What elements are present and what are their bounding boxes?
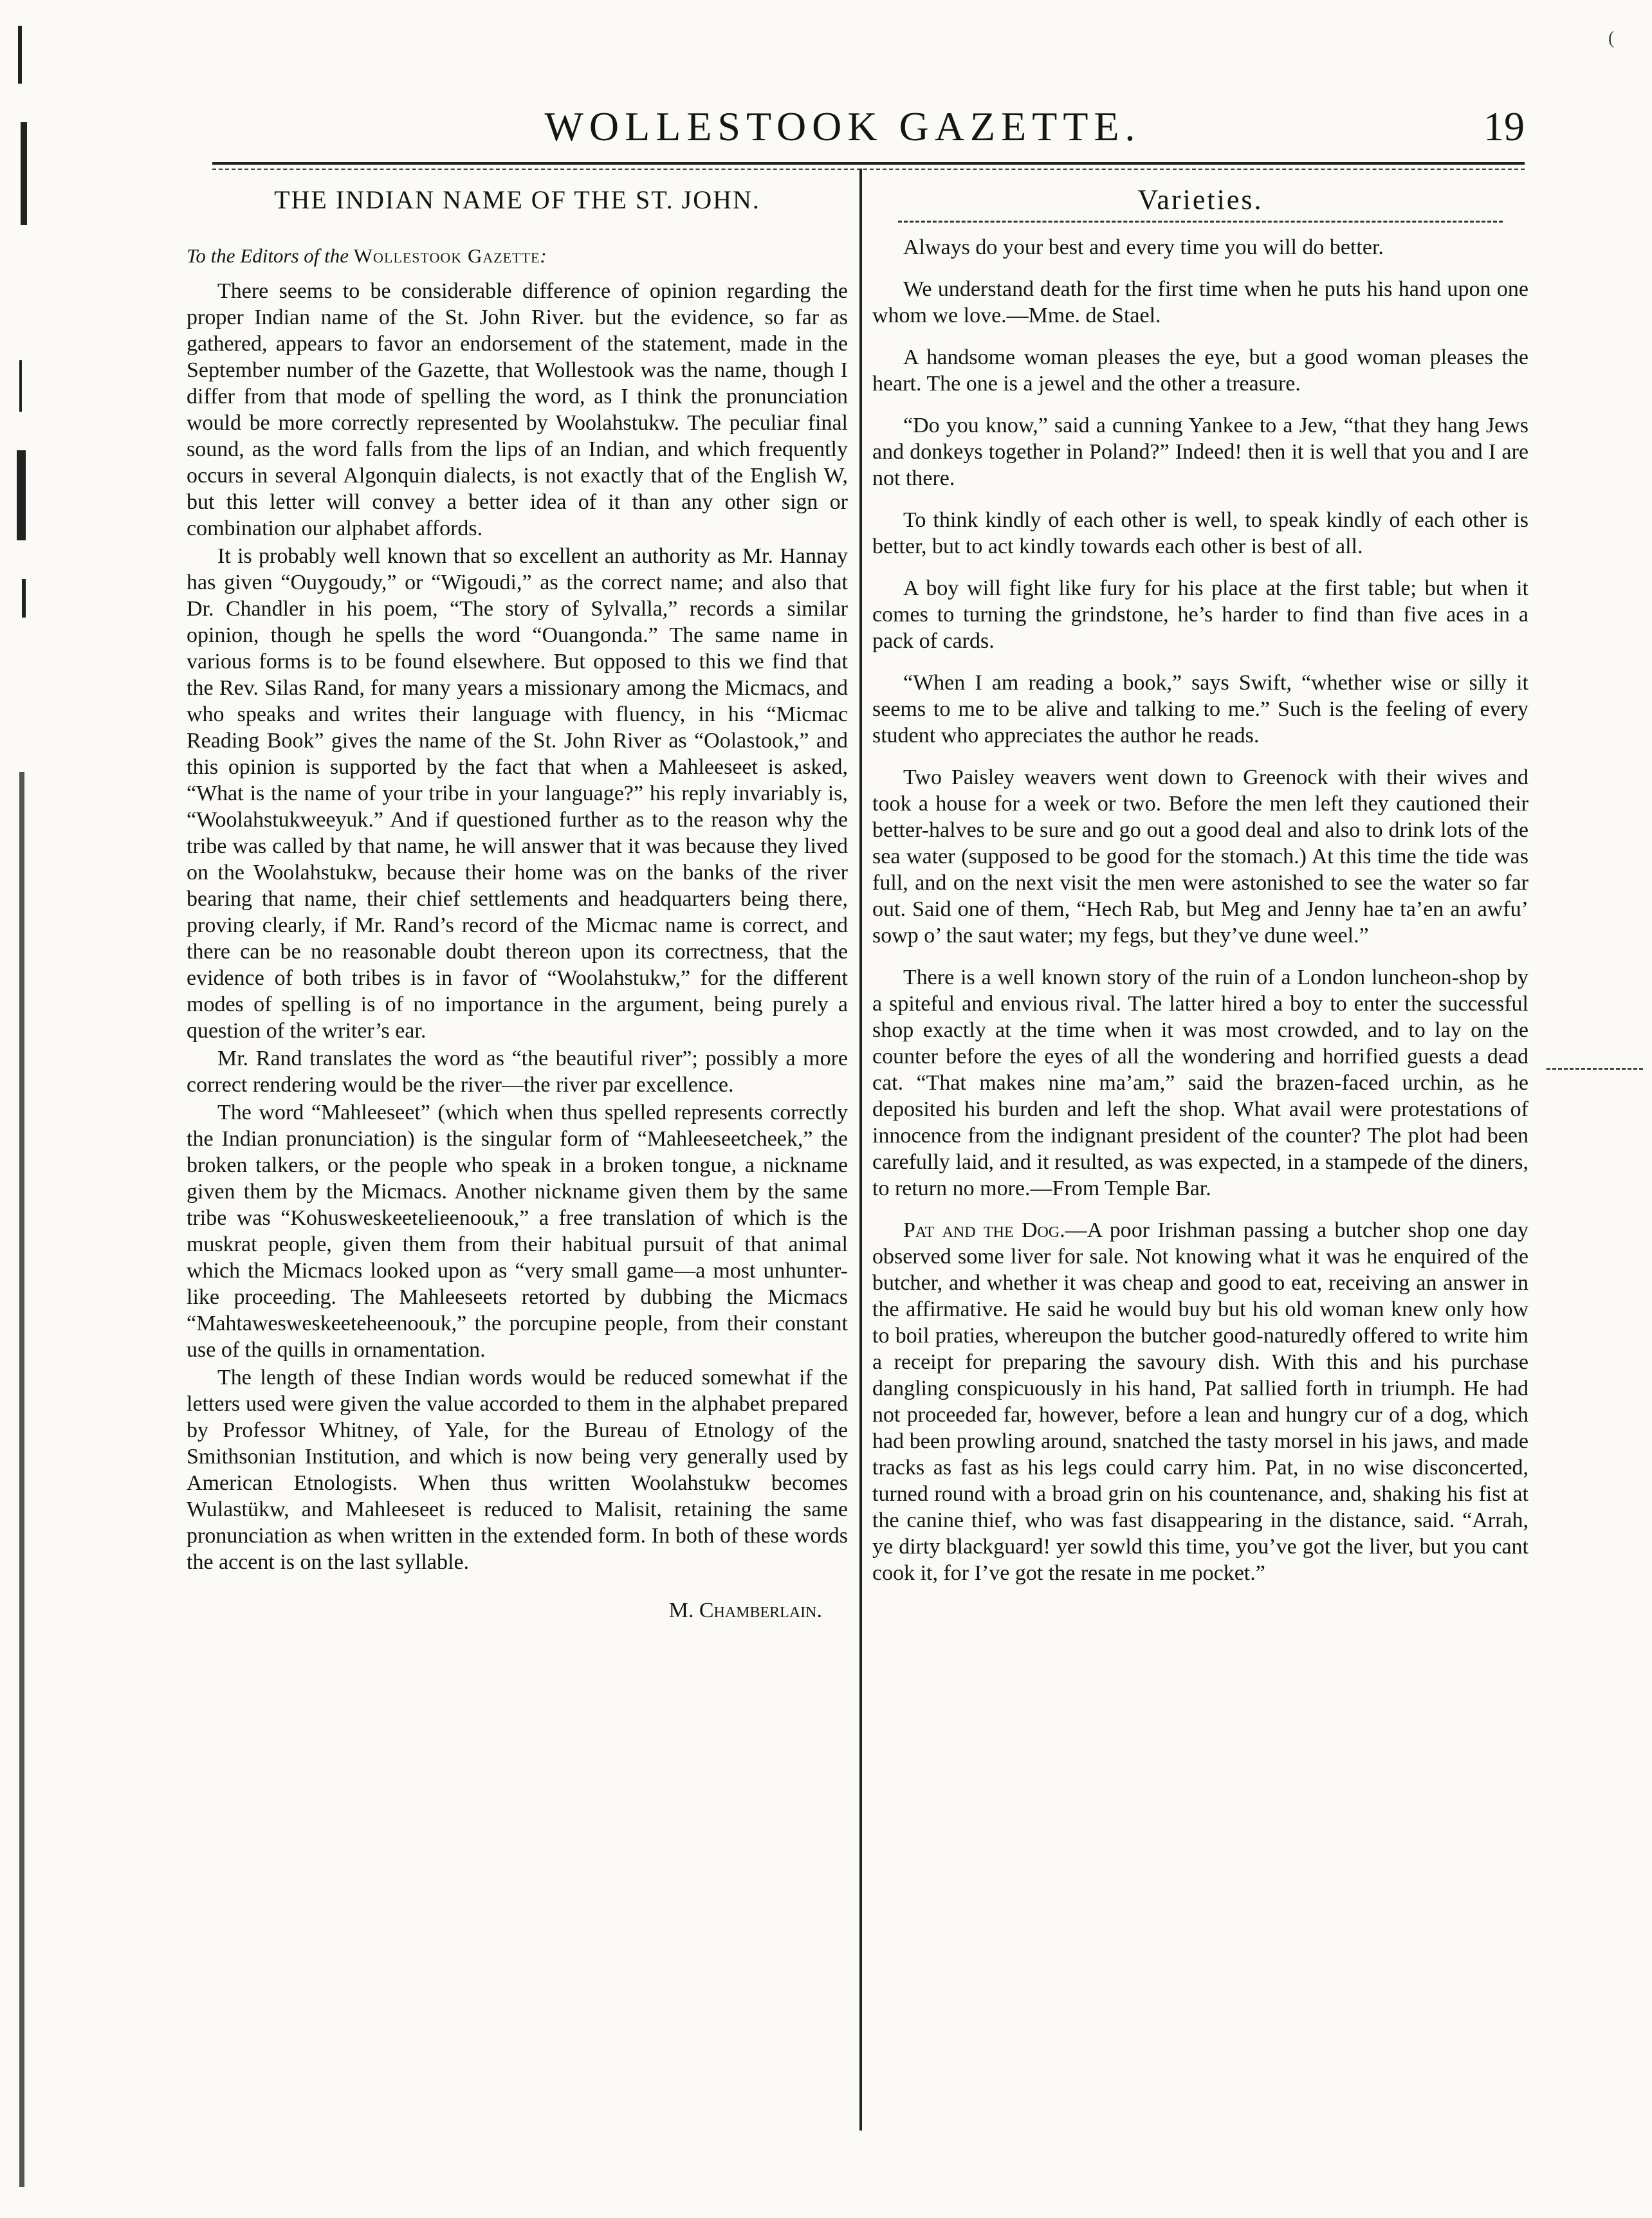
salutation-prefix: To the Editors of the <box>187 244 349 267</box>
varieties-title: Varieties. <box>1137 184 1263 215</box>
variety-item: A handsome woman pleases the eye, but a good woman pleases the heart. The one is a jewel and the other a treasure. <box>872 345 1528 396</box>
margin-mark: ( <box>1608 28 1615 48</box>
page-number: 19 <box>1483 104 1525 149</box>
publication-title: WOLLESTOOK GAZETTE. <box>544 104 1141 149</box>
article-paragraph: It is probably well known that so excellent an authority as Mr. Hannay has given “Ouygoudy,” or “Wigoudi,” as the correct name; and also that Dr. Chandler in his poem, “The story of Sylvalla,” records a similar opinion, though he spells the word “Ouangonda.” The same name in various forms is to be found elsewhere. But opposed to this we find that the Rev. Silas Rand, for many years a missionary among the Micmacs, and who speaks and writes their language with fluency, in his “Micmac Reading Book” gives the name of the St. John River as “Oolastook,” and this opinion is supported by the fact that when a Mahleeseet is asked, “What is the name of your tribe in your language?” his reply invariably is, “Woolahstukweeyuk.” And if questioned further as to the reason why the tribe was called by that name, he will answer that it was because they lived on the Woolahstukw, because their home was on the banks of the river bearing that name, their chief settlements and headquarters being there, proving clearly, if Mr. Rand’s record of the Micmac name is correct, and there can be no reasonable doubt thereon upon its correctness, that the evidence of both tribes is in favor of “Woolahstukw,” for the different modes of spelling is of no importance in the argument, being purely a question of the writer’s ear. <box>187 544 848 1043</box>
variety-item: Two Paisley weavers went down to Greenock with their wives and took a house for a week or two. Before the men left they cautioned their better-halves to be sure and go out a good deal and also to drink lots of the sea water (supposed to be good for the stomach.) At this time the tide was full, and on the next visit the men were astonished to see the water so far out. Said one of them, “Hech Rab, but Meg and Jenny hae ta’en an awfu’ sowp o’ the saut water; my fegs, but they’ve dune weel.” <box>872 765 1528 948</box>
article-title: THE INDIAN NAME OF THE ST. JOHN. <box>274 185 760 214</box>
article-paragraph: The length of these Indian words would be reduced somewhat if the letters used were given the value accorded to them in the alphabet prepared by Professor Whitney, of Yale, for the Bureau of Etnology of the Smithsonian Institution, and which is now being very generally used by American Etnologists. When thus written Woolahstukw becomes Wulastükw, and Mahleeseet is reduced to Malisit, retaining the same pronunciation as when written in the extended form. In both of these words the accent is on the last syllable. <box>187 1366 848 1574</box>
salutation <box>187 243 848 269</box>
column-divider <box>859 169 862 2131</box>
article-paragraph: There seems to be considerable difference of opinion regarding the proper Indian name of the St. John River. but the evidence, so far as gathered, appears to favor an endorsement of the statement, made in the September number of the Gazette, that Wollestook was the name, though I differ from that mode of spelling the word, as I think the pronunciation would be more correctly represented by Woolahstukw. The peculiar final sound, as the word falls from the lips of an Indian, and which frequently occurs in several Algonquin dialects, is not exactly that of the English W, but this letter will convey a better idea of it than any other sign or combination our alphabet affords. <box>187 279 848 540</box>
variety-item: A boy will fight like fury for his place at the first table; but when it comes to turning the grindstone, he’s harder to find than five aces in a pack of cards. <box>872 576 1528 653</box>
header-rule <box>212 162 1525 165</box>
salutation-paper: Wollestook Gazette <box>353 244 540 267</box>
header-rule-dashed <box>212 169 1525 170</box>
right-column <box>872 184 1528 1586</box>
left-column <box>187 187 848 1625</box>
margin-dash <box>1546 1068 1643 1070</box>
variety-item: “Do you know,” said a cunning Yankee to a Jew, “that they hang Jews and donkeys together in Poland?” Indeed! then it is well that you and I are not there. <box>872 414 1528 490</box>
variety-item-pat-and-dog <box>872 1217 1528 1586</box>
variety-item: Always do your best and every time you will do better. <box>903 235 1384 259</box>
article-paragraph: Mr. Rand translates the word as “the beautiful river”; possibly a more correct rendering would be the river—the river par excellence. <box>187 1047 848 1097</box>
variety-item: To think kindly of each other is well, to speak kindly of each other is better, but to act kindly towards each other is best of all. <box>872 508 1528 558</box>
variety-item: “When I am reading a book,” says Swift, “whether wise or silly it seems to me to be alive and talking to me.” Such is the feeling of every student who appreciates the author he reads. <box>872 671 1528 747</box>
article-paragraph: The word “Mahleeseet” (which when thus spelled represents correctly the Indian pronunciation) is the singular form of “Mahleeseetcheek,” the broken talkers, or the people who speak in a broken tongue, a nickname given them by the Micmacs. Another nickname given them by the same tribe was “Kohusweskeetelieenoouk,” a free translation of which is the muskrat people, given them from their habitual pursuit of that animal which the Micmacs looked upon as “very small game—a most unhunter-like proceeding. The Mahleeseets retorted by dubbing the Micmacs “Mahtawesweskeeteheenoouk,” the porcupine people, from their constant use of the quills in ornamentation. <box>187 1101 848 1362</box>
variety-item-body: —A poor Irishman passing a butcher shop one day observed some liver for sale. Not knowing what it was he enquired of the butcher, and whether it was cheap and good to eat, receiving an answer in the affirmative. He said he would buy but his old woman knew only how to boil praties, whereupon the butcher good-naturedly offered to write him a receipt for preparing the savoury dish. With this and his purchase dangling conspicuously in his hand, Pat sallied forth in triumph. He had not proceeded far, however, before a lean and hungry cur of a dog, which had been prowling around, snatched the tasty morsel in his jaws, and made tracks as fast as his legs could carry him. Pat, in no wise disconcerted, turned round with a broad grin on his countenance, and, shaking his fist at the canine thief, who was fast disappearing in the distance, said. “Arrah, ye dirty blackguard! yer sowld this time, you’ve got the liver, but you cant cook it, for I’ve got the resate in me pocket.” <box>872 1218 1528 1585</box>
page-header <box>161 103 1525 161</box>
salutation-suffix: : <box>540 244 547 267</box>
variety-item: We understand death for the first time when he puts his hand upon one whom we love.—Mme. de Stael. <box>872 277 1528 327</box>
variety-item-lead: Pat and the Dog. <box>903 1218 1065 1242</box>
article-signature: M. Chamberlain. <box>668 1599 822 1622</box>
varieties-rule <box>898 221 1503 223</box>
variety-item: There is a well known story of the ruin of a London luncheon-shop by a spiteful and envious rival. The latter hired a boy to enter the successful shop exactly at the time when it was most crowded, and to lay on the counter before the eyes of all the wondering and horrified guests a dead cat. “That makes nine ma’am,” said the brazen-faced urchin, as he deposited his burden and left the shop. What avail were protestations of innocence from the indignant president of the counter? The plot had been carefully laid, and it resulted, as was expected, in a stampede of the diners, to return no more.—From Temple Bar. <box>872 966 1528 1200</box>
binding-edge <box>0 0 39 2218</box>
